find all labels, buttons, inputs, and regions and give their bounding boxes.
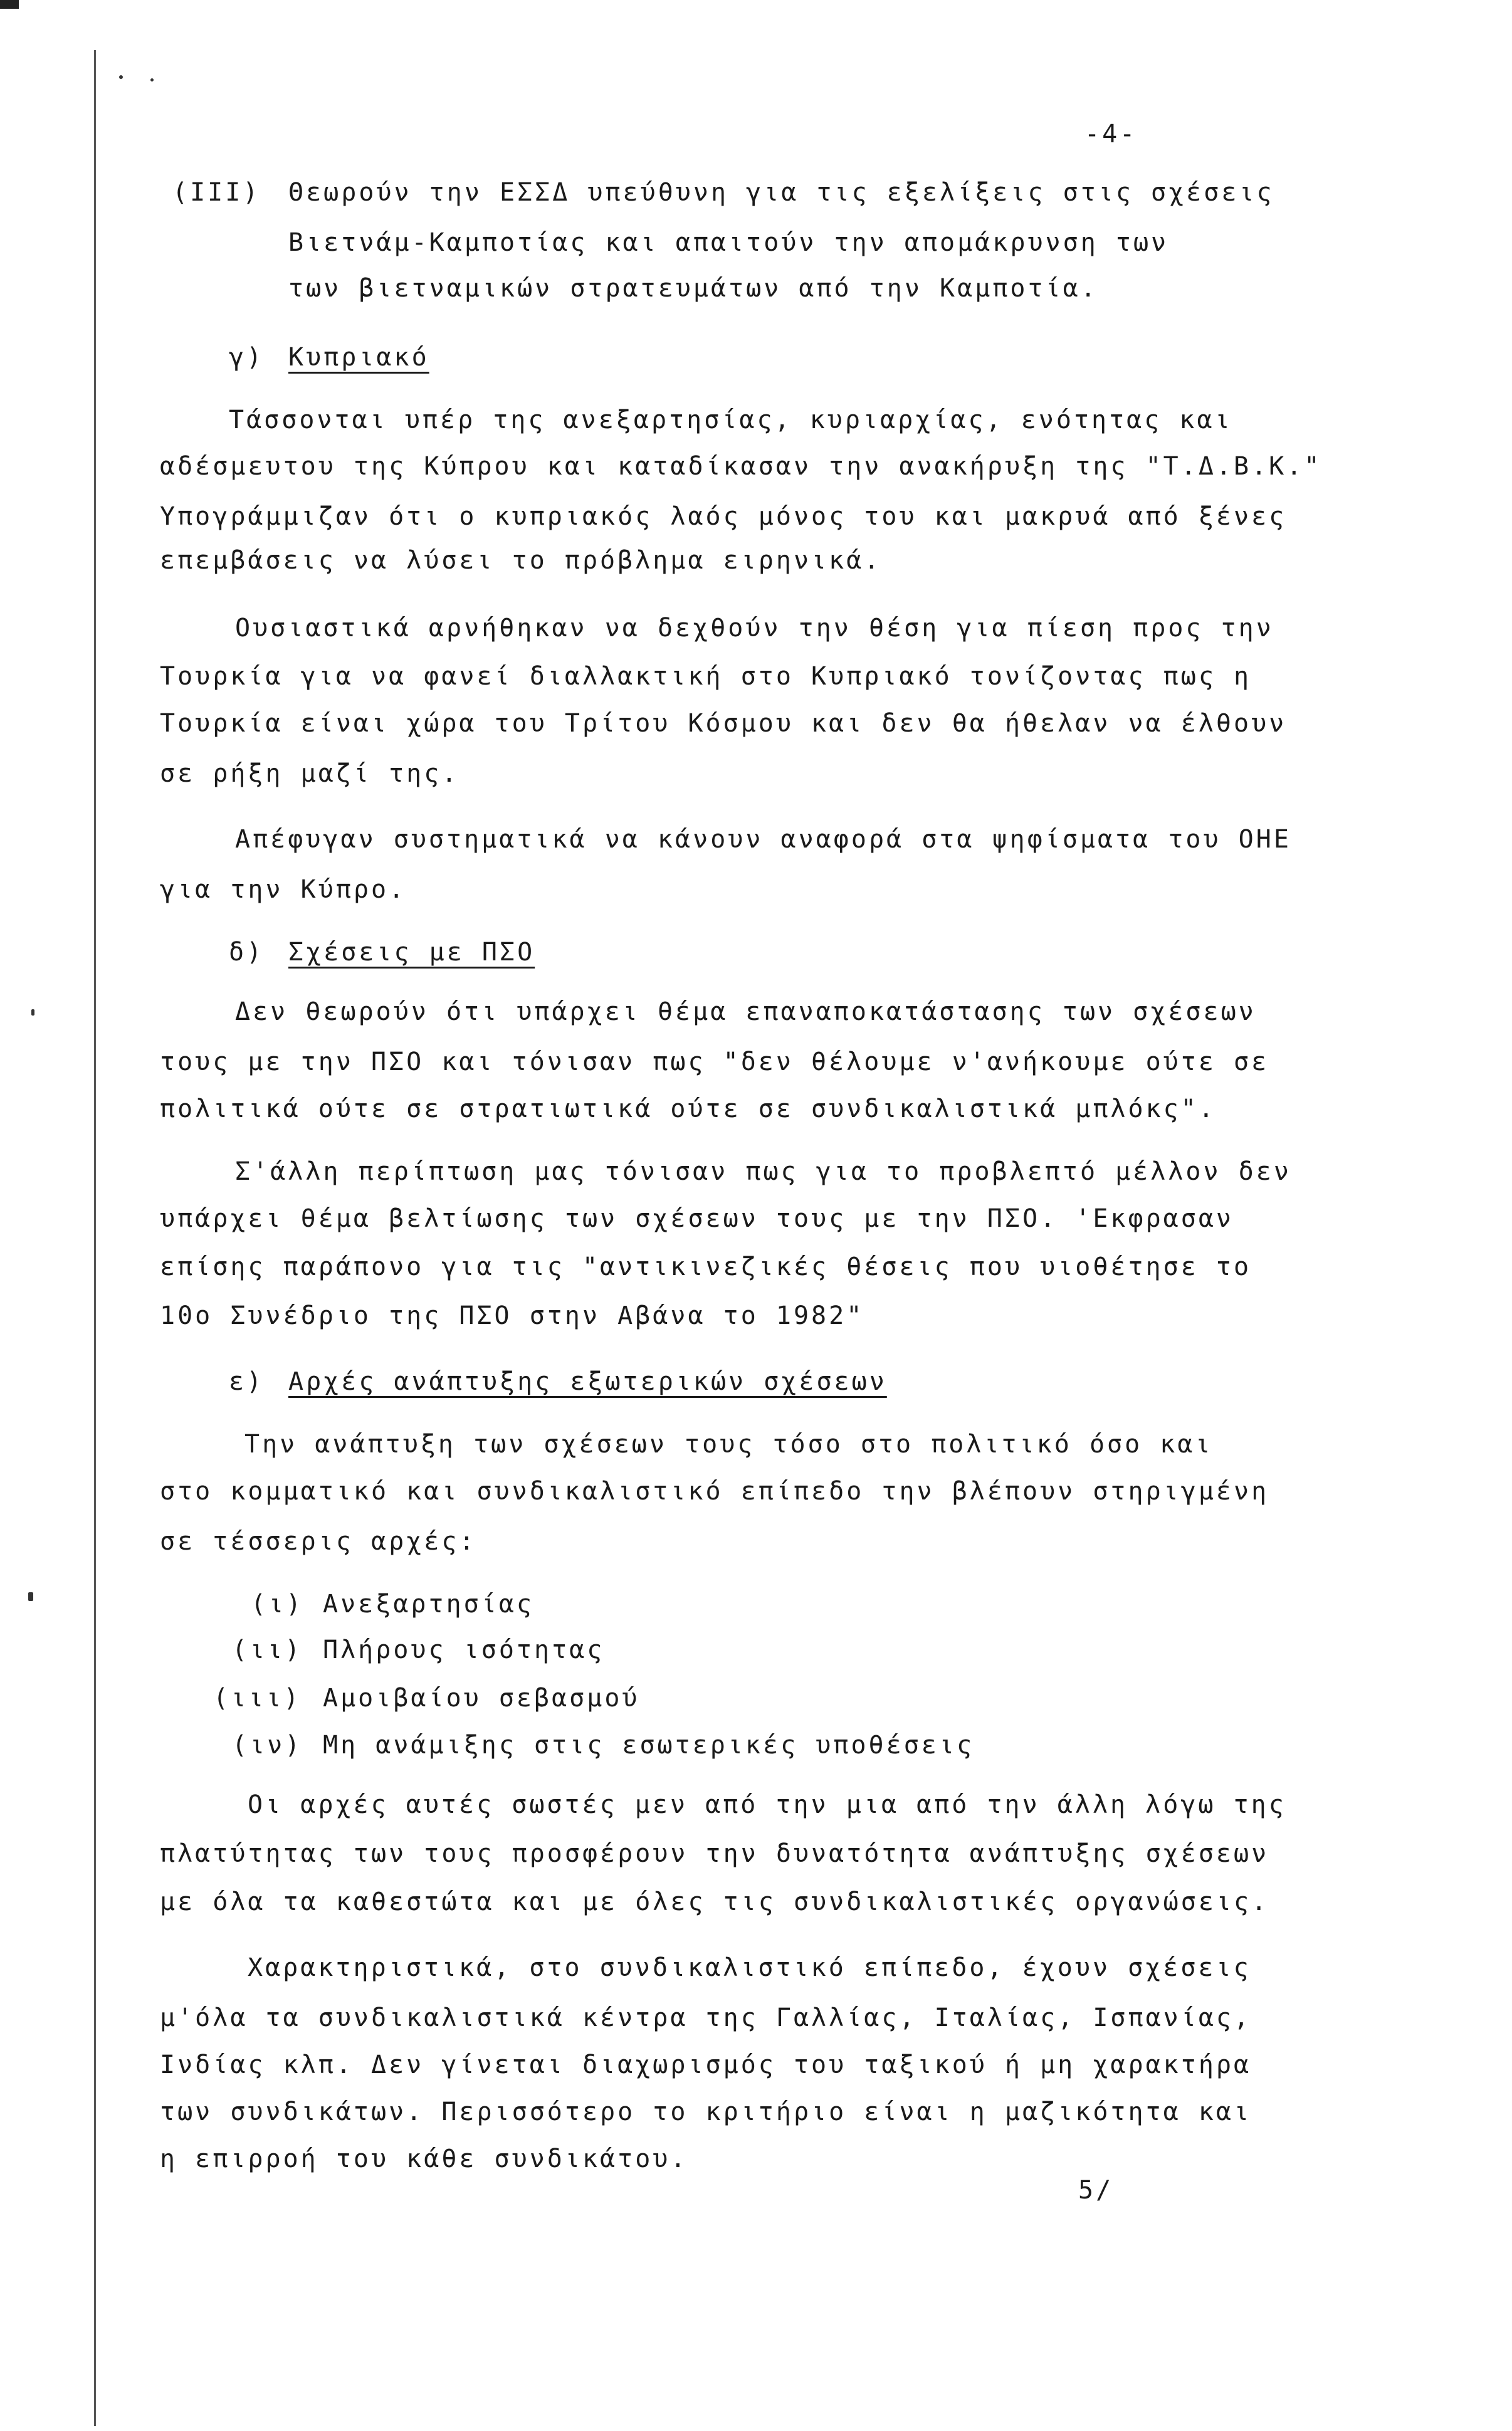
section-e-label: ε) xyxy=(229,1367,265,1396)
paragraph-line: στο κομματικό και συνδικαλιστικό επίπεδο την βλέπουν στηριγμένη xyxy=(160,1477,1269,1506)
paragraph-line: επεμβάσεις να λύσει το πρόβλημα ειρηνικά. xyxy=(160,546,882,575)
paragraph-line: των συνδικάτων. Περισσότερο το κριτήριο είναι η μαζικότητα και xyxy=(160,2098,1252,2126)
principle-number: (ιν) xyxy=(232,1731,303,1760)
binding-mark-top xyxy=(0,0,19,9)
paragraph-line: Τουρκία για να φανεί διαλλακτική στο Κυπριακό τονίζοντας πως η xyxy=(160,662,1252,691)
paragraph-line: Υπογράμμιζαν ότι ο κυπριακός λαός μόνος του και μακρυά από ξένες xyxy=(160,502,1287,531)
section-e-heading: Αρχές ανάπτυξης εξωτερικών σχέσεων xyxy=(288,1367,887,1396)
paragraph-line: 10ο Συνέδριο της ΠΣΟ στην Αβάνα το 1982" xyxy=(160,1301,864,1330)
speck xyxy=(28,1592,33,1601)
paragraph-line: για την Κύπρο. xyxy=(160,875,407,904)
paragraph-line: αδέσμευτου της Κύπρου και καταδίκασαν την ανακήρυξη της "Τ.Δ.Β.Κ." xyxy=(160,452,1322,481)
section-iii-label: (III) xyxy=(172,178,261,207)
section-d-heading: Σχέσεις με ΠΣΟ xyxy=(288,938,535,967)
speck xyxy=(150,78,154,81)
paragraph-line: Την ανάπτυξη των σχέσεων τους τόσο στο πολιτικό όσο και xyxy=(244,1430,1213,1459)
page-number: -4- xyxy=(1084,120,1138,149)
principle-text: Πλήρους ισότητας xyxy=(323,1636,605,1664)
principle-text: Μη ανάμιξης στις εσωτερικές υποθέσεις xyxy=(323,1731,975,1760)
paragraph-line: μ'όλα τα συνδικαλιστικά κέντρα της Γαλλίας, Ιταλίας, Ισπανίας, xyxy=(160,2003,1252,2032)
paragraph-line: Χαρακτηριστικά, στο συνδικαλιστικό επίπεδο, έχουν σχέσεις xyxy=(248,1953,1251,1982)
speck xyxy=(119,75,123,79)
paragraph-line: Τουρκία είναι χώρα του Τρίτου Κόσμου και δεν θα ήθελαν να έλθουν xyxy=(160,709,1287,738)
section-c-label: γ) xyxy=(229,343,265,372)
principle-text: Ανεξαρτησίας xyxy=(323,1590,534,1619)
paragraph-line: σε τέσσερις αρχές: xyxy=(160,1527,477,1556)
paragraph-line: υπάρχει θέμα βελτίωσης των σχέσεων τους με την ΠΣΟ. 'Εκφρασαν xyxy=(160,1204,1234,1233)
paragraph-line: πλατύτητας των τους προσφέρουν την δυνατότητα ανάπτυξης σχέσεων xyxy=(160,1839,1269,1868)
paragraph-line: σε ρήξη μαζί της. xyxy=(160,759,459,788)
principle-number: (ιιι) xyxy=(213,1684,302,1713)
paragraph-line: πολιτικά ούτε σε στρατιωτικά ούτε σε συνδικαλιστικά μπλόκς". xyxy=(160,1095,1216,1123)
section-d-label: δ) xyxy=(229,938,265,967)
paragraph-line: με όλα τα καθεστώτα και με όλες τις συνδικαλιστικές οργανώσεις. xyxy=(160,1888,1269,1916)
principle-text: Αμοιβαίου σεβασμού xyxy=(323,1684,640,1713)
paragraph-line: τους με την ΠΣΟ και τόνισαν πως "δεν θέλουμε ν'ανήκουμε ούτε σε xyxy=(160,1047,1269,1076)
paragraph-line: Ουσιαστικά αρνήθηκαν να δεχθούν την θέση για πίεση προς την xyxy=(235,614,1274,643)
principle-number: (ιι) xyxy=(232,1636,303,1664)
speck xyxy=(31,1009,34,1016)
continuation-marker: 5/ xyxy=(1078,2176,1114,2205)
principle-number: (ι) xyxy=(251,1590,304,1619)
paragraph-line: η επιρροή του κάθε συνδικάτου. xyxy=(160,2145,688,2173)
paragraph-line: Ινδίας κλπ. Δεν γίνεται διαχωρισμός του ταξικού ή μη χαρακτήρα xyxy=(160,2050,1252,2079)
paragraph-line: Οι αρχές αυτές σωστές μεν από την μια από την άλλη λόγω της xyxy=(248,1790,1286,1819)
section-iii-line: των βιετναμικών στρατευμάτων από την Καμποτία. xyxy=(288,274,1098,303)
paragraph-line: Απέφυγαν συστηματικά να κάνουν αναφορά στα ψηφίσματα του ΟΗΕ xyxy=(235,825,1291,854)
paragraph-line: επίσης παράπονο για τις "αντικινεζικές θέσεις που υιοθέτησε το xyxy=(160,1252,1252,1281)
section-iii-line: Θεωρούν την ΕΣΣΔ υπεύθυνη για τις εξελίξεις στις σχέσεις xyxy=(288,178,1274,207)
paragraph-line: Δεν θεωρούν ότι υπάρχει θέμα επαναποκατάστασης των σχέσεων xyxy=(235,997,1256,1026)
section-c-heading: Κυπριακό xyxy=(288,343,429,372)
paragraph-line: Σ'άλλη περίπτωση μας τόνισαν πως για το προβλεπτό μέλλον δεν xyxy=(235,1157,1291,1186)
section-iii-line: Βιετνάμ-Καμποτίας και απαιτούν την απομάκρυνση των xyxy=(288,228,1169,257)
binding-line xyxy=(94,50,96,2426)
paragraph-line: Τάσσονται υπέρ της ανεξαρτησίας, κυριαρχίας, ενότητας και xyxy=(229,406,1232,434)
